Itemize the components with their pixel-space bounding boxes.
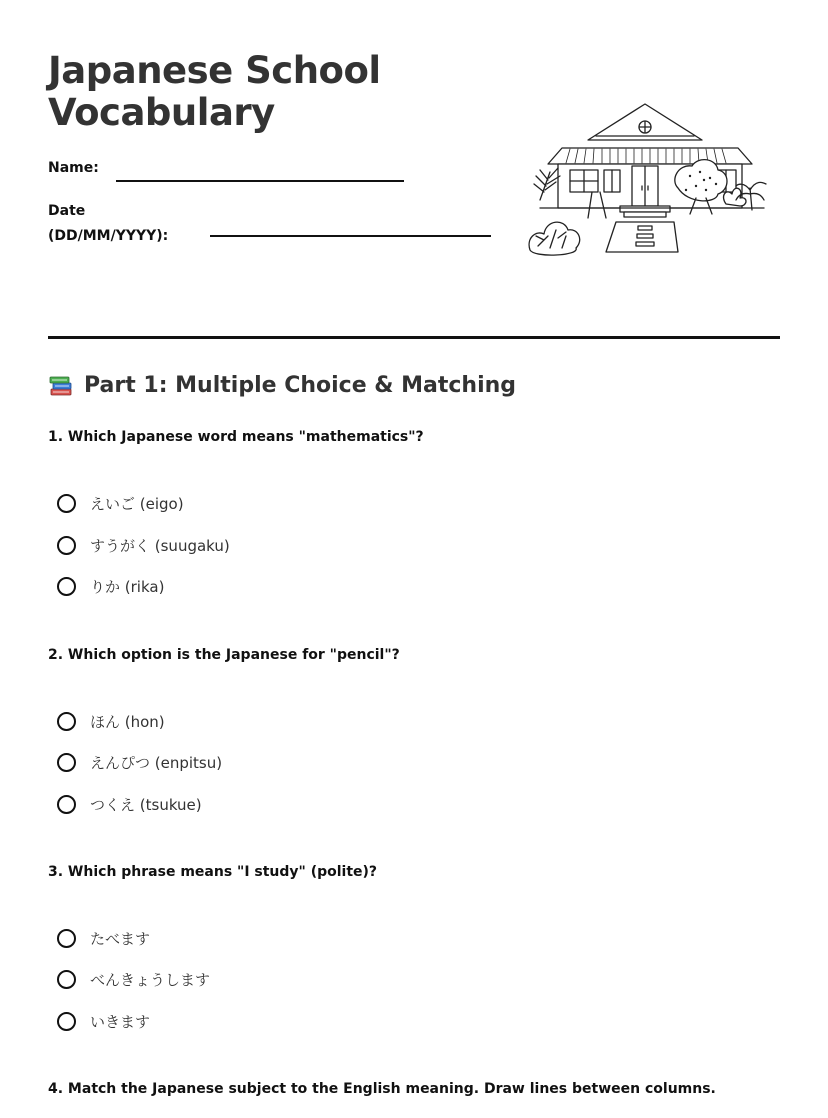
- option-label: たべます: [90, 929, 151, 948]
- question-2-option-1[interactable]: [57, 708, 165, 734]
- question-2-option-2[interactable]: [57, 749, 222, 775]
- radio-button[interactable]: [57, 494, 76, 513]
- option-label: えいご (eigo): [90, 494, 184, 513]
- date-field[interactable]: [210, 235, 491, 237]
- school-building-illustration: [520, 100, 768, 260]
- radio-button[interactable]: [57, 795, 76, 814]
- question-2-text: 2. Which option is the Japanese for "pencil"?: [48, 647, 400, 663]
- name-field[interactable]: [116, 180, 404, 182]
- date-label-line-2: (DD/MM/YYYY):: [48, 228, 169, 244]
- title-line-2: Vocabulary: [48, 91, 275, 134]
- name-label: Name:: [48, 160, 99, 176]
- worksheet-title: [48, 50, 381, 134]
- question-1-text: 1. Which Japanese word means "mathematics"?: [48, 429, 424, 445]
- part-1-heading: [48, 372, 516, 398]
- option-label: つくえ (tsukue): [90, 795, 202, 814]
- option-label: いきます: [90, 1012, 151, 1031]
- option-label: ほん (hon): [90, 712, 165, 731]
- question-3-option-1[interactable]: [57, 925, 150, 951]
- part-1-title: Part 1: Multiple Choice & Matching: [84, 372, 517, 398]
- option-label: すうがく (suugaku): [90, 536, 230, 555]
- question-3-text: 3. Which phrase means "I study" (polite)?: [48, 864, 378, 880]
- section-divider: [48, 336, 780, 339]
- date-label-line-1: Date: [48, 203, 86, 219]
- question-2-option-3[interactable]: [57, 791, 202, 817]
- option-label: えんぴつ (enpitsu): [90, 753, 223, 772]
- question-1-option-2[interactable]: [57, 532, 230, 558]
- radio-button[interactable]: [57, 577, 76, 596]
- books-icon: [48, 372, 74, 398]
- radio-button[interactable]: [57, 536, 76, 555]
- radio-button[interactable]: [57, 712, 76, 731]
- question-3-option-2[interactable]: [57, 966, 210, 992]
- option-label: べんきょうします: [90, 970, 211, 989]
- radio-button[interactable]: [57, 970, 76, 989]
- option-label: りか (rika): [90, 577, 165, 596]
- radio-button[interactable]: [57, 1012, 76, 1031]
- question-1-option-3[interactable]: [57, 573, 164, 599]
- question-3-option-3[interactable]: [57, 1008, 150, 1034]
- title-line-1: Japanese School: [48, 49, 381, 92]
- question-4-text: 4. Match the Japanese subject to the English meaning. Draw lines between columns.: [48, 1081, 716, 1097]
- radio-button[interactable]: [57, 753, 76, 772]
- question-1-option-1[interactable]: [57, 490, 184, 516]
- radio-button[interactable]: [57, 929, 76, 948]
